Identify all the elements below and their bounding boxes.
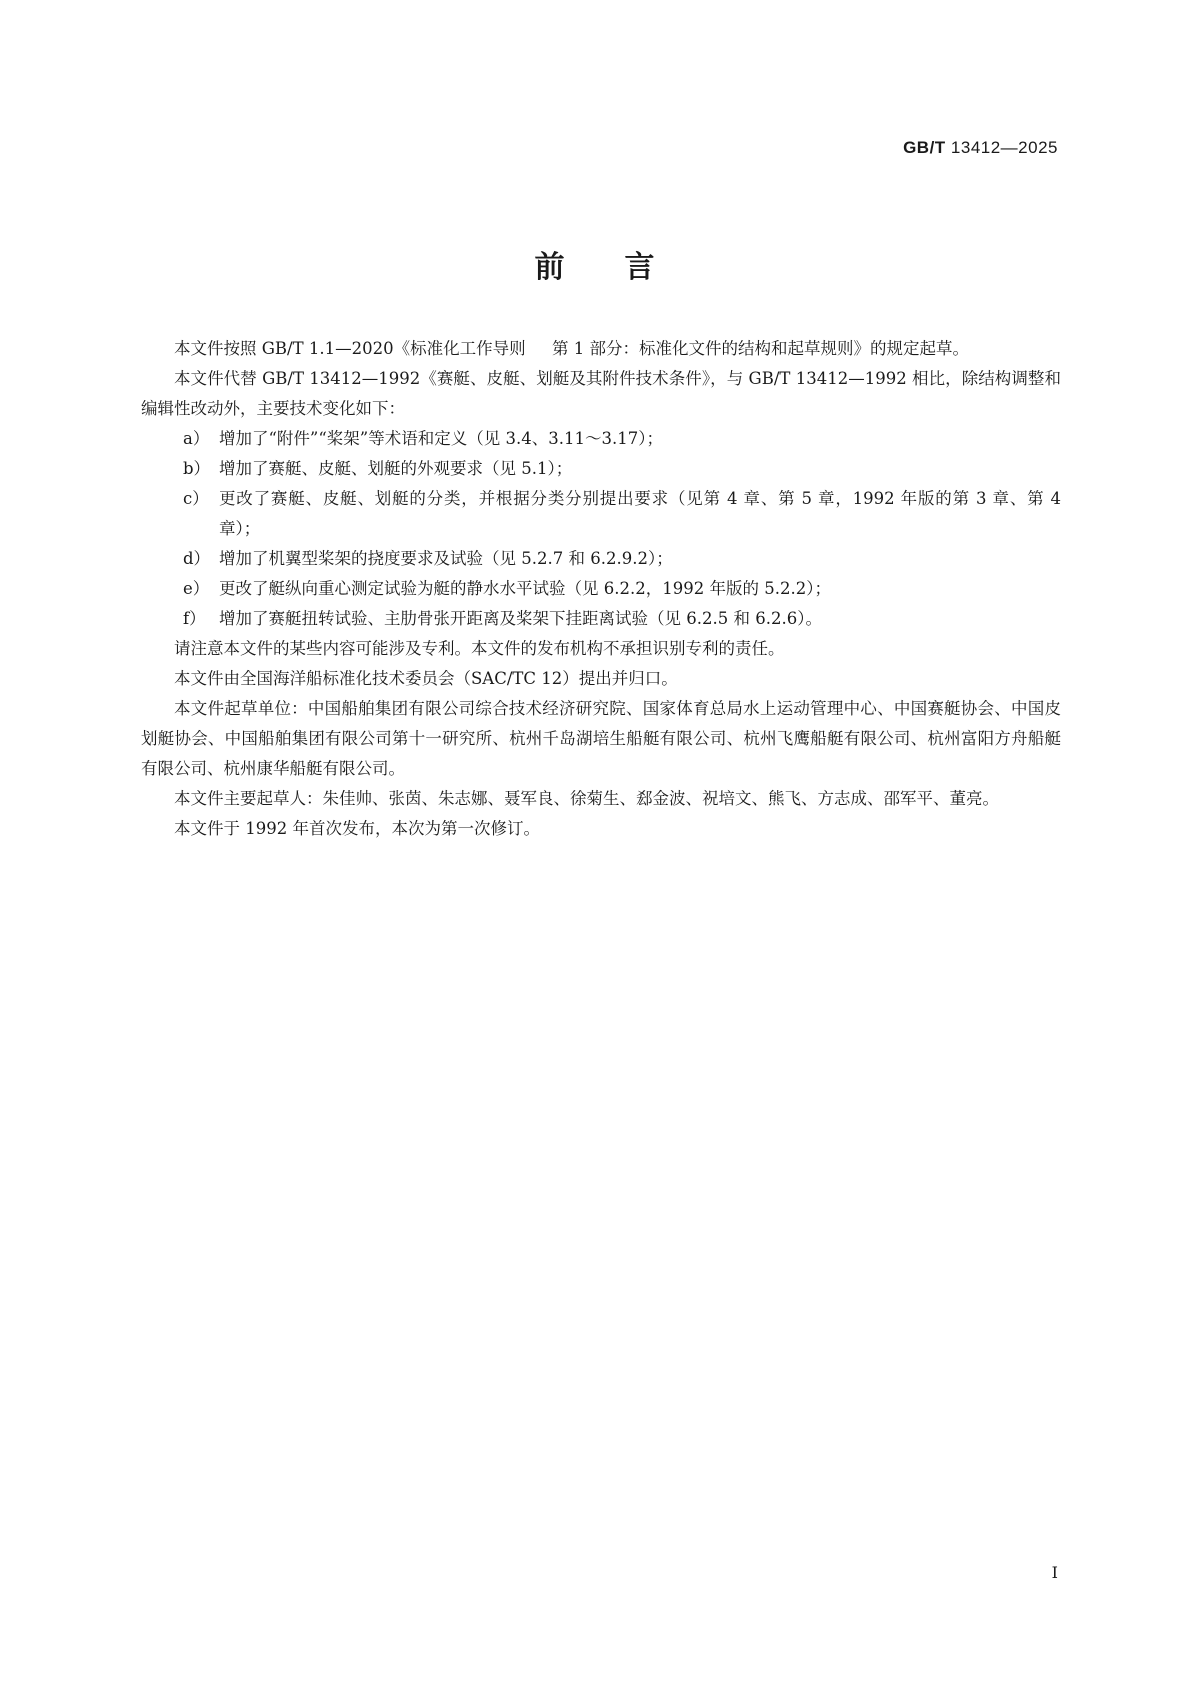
change-item xyxy=(141,604,1061,634)
changes-list xyxy=(141,424,1061,634)
change-item-text: 增加了“附件”“桨架”等术语和定义（见 3.4、3.11～3.17）； xyxy=(219,429,663,448)
drafting-rules-part-2: 第 1 部分：标准化文件的结构和起草规则》的规定起草。 xyxy=(551,339,969,358)
change-item-text: 增加了机翼型桨架的挠度要求及试验（见 5.2.7 和 6.2.9.2）； xyxy=(219,549,673,568)
paragraph-proposer: 本文件由全国海洋船标准化技术委员会（SAC/TC 12）提出并归口。 xyxy=(174,669,678,688)
change-item-text: 更改了赛艇、皮艇、划艇的分类，并根据分类分别提出要求（见第 4 章、第 5 章，1992 年版的第 3 章、第 4 章）； xyxy=(219,489,1061,538)
change-item-marker: e） xyxy=(183,579,210,598)
page-title xyxy=(0,242,1191,286)
drafting-rules-part-1: 本文件按照 GB/T 1.1—2020《标准化工作导则 xyxy=(174,339,526,358)
change-item xyxy=(141,574,1061,604)
paragraph-history: 本文件于 1992 年首次发布，本次为第一次修订。 xyxy=(174,819,540,838)
standard-prefix: GB/T xyxy=(903,138,946,157)
page-number: I xyxy=(1051,1563,1058,1582)
paragraph-drafters: 本文件主要起草人：朱佳帅、张茵、朱志娜、聂军良、徐菊生、郄金波、祝培文、熊飞、方志成、邵军平、董亮。 xyxy=(174,789,999,808)
change-item-text: 更改了艇纵向重心测定试验为艇的静水水平试验（见 6.2.2，1992 年版的 5.2.2）； xyxy=(219,579,831,598)
paragraph-drafting-units: 本文件起草单位：中国船舶集团有限公司综合技术经济研究院、国家体育总局水上运动管理中心、中国赛艇协会、中国皮划艇协会、中国船舶集团有限公司第十一研究所、杭州千岛湖培生船艇有限公司、杭州飞鹰船艇有限公司、杭州富阳方舟船艇有限公司、杭州康华船艇有限公司。 xyxy=(141,699,1061,778)
change-item-text: 增加了赛艇、皮艇、划艇的外观要求（见 5.1）； xyxy=(219,459,573,478)
change-item xyxy=(141,424,1061,454)
foreword-body xyxy=(141,334,1061,844)
paragraph-drafting-rules xyxy=(141,334,1061,364)
standard-number xyxy=(903,138,1058,158)
change-item-marker: f） xyxy=(183,609,206,628)
title-char-2: 言 xyxy=(624,250,657,285)
change-item xyxy=(141,454,1061,484)
change-item xyxy=(141,544,1061,574)
change-item-marker: c） xyxy=(183,489,209,508)
change-item-marker: a） xyxy=(183,429,210,448)
paragraph-patent-notice: 请注意本文件的某些内容可能涉及专利。本文件的发布机构不承担识别专利的责任。 xyxy=(174,639,785,658)
change-item-text: 增加了赛艇扭转试验、主肋骨张开距离及桨架下挂距离试验（见 6.2.5 和 6.2.6）。 xyxy=(219,609,822,628)
change-item xyxy=(141,484,1061,544)
paragraph-replacement: 本文件代替 GB/T 13412—1992《赛艇、皮艇、划艇及其附件技术条件》，与 GB/T 13412—1992 相比，除结构调整和编辑性改动外，主要技术变化如下： xyxy=(141,369,1061,418)
change-item-marker: d） xyxy=(183,549,211,568)
title-char-1: 前 xyxy=(534,250,567,285)
standard-code: 13412—2025 xyxy=(950,138,1058,157)
change-item-marker: b） xyxy=(183,459,211,478)
